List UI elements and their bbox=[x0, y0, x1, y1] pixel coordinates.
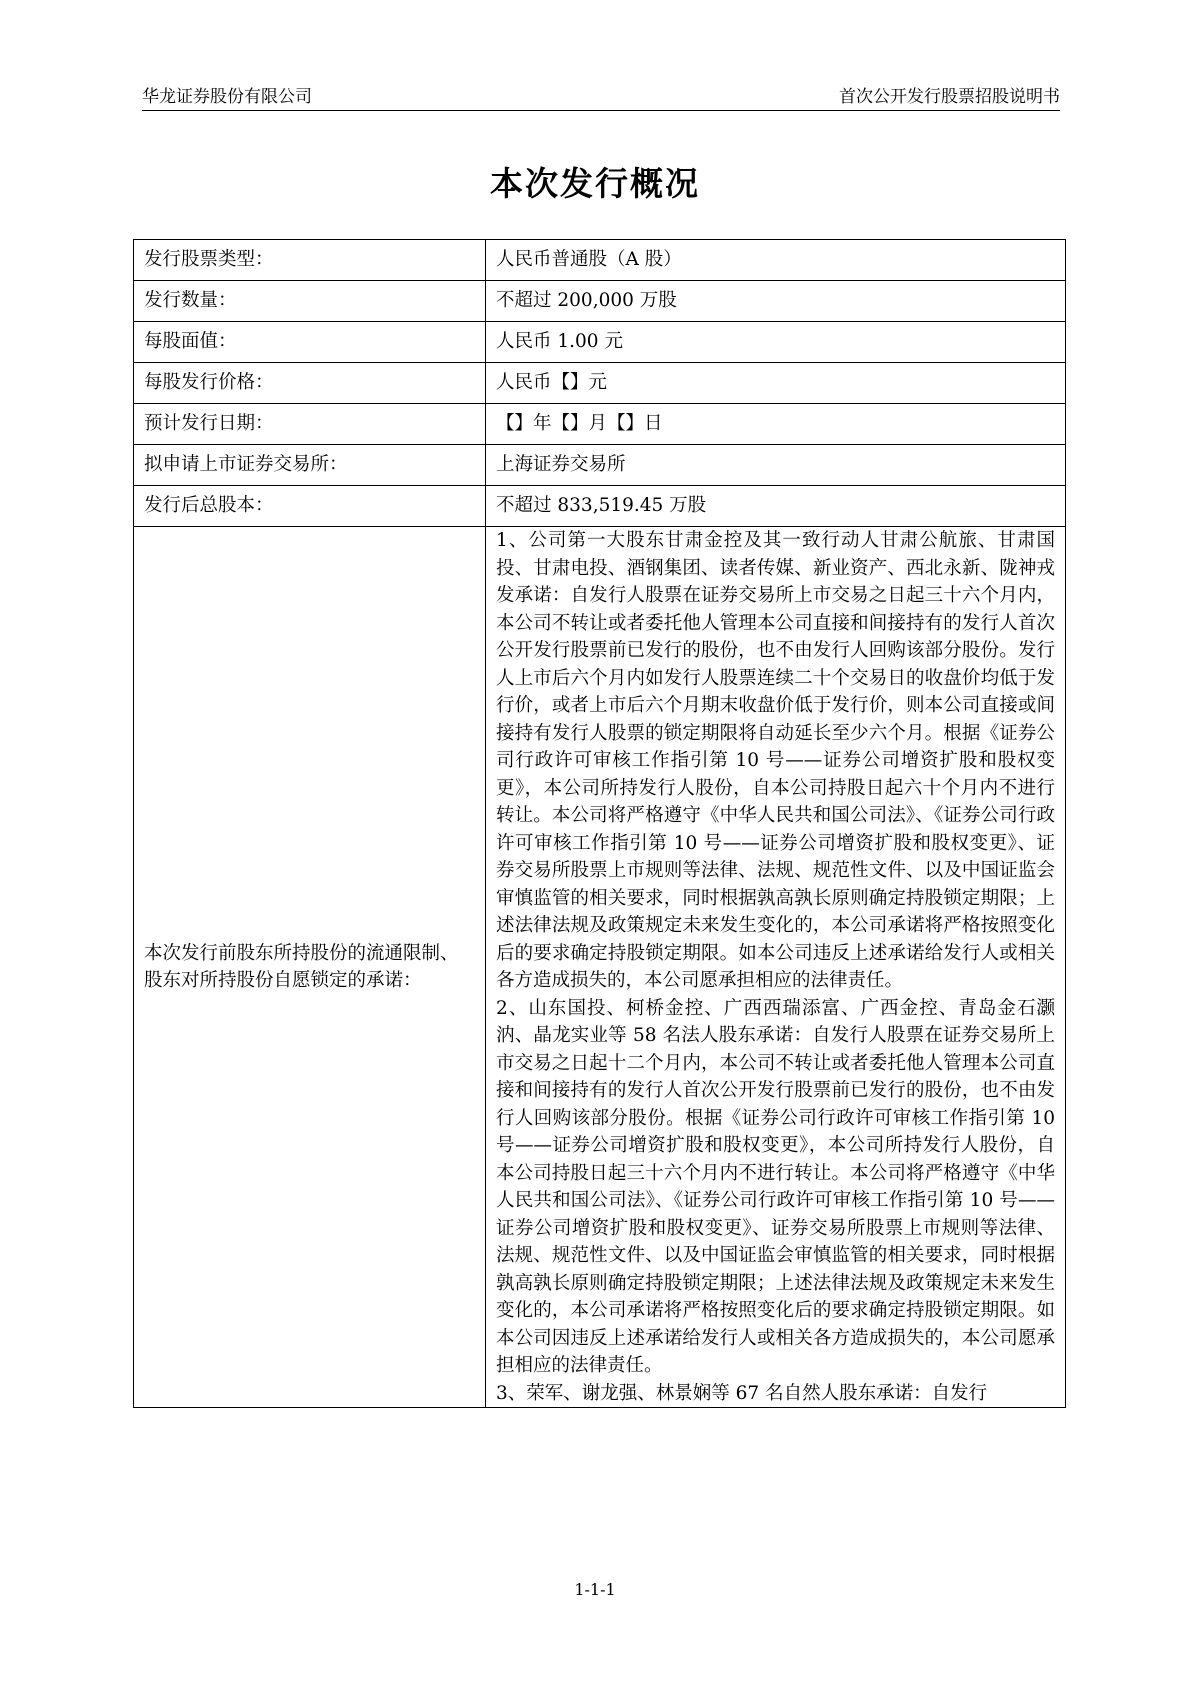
page-header bbox=[142, 84, 1060, 111]
lockup-paragraph: 3、荣军、谢龙强、林景娴等 67 名自然人股东承诺：自发行 bbox=[496, 1382, 988, 1404]
header-company: 华龙证券股份有限公司 bbox=[142, 87, 312, 107]
row-label: 预计发行日期： bbox=[134, 404, 486, 445]
table-row bbox=[134, 486, 1066, 527]
row-value: 人民币【】元 bbox=[486, 363, 1066, 404]
row-value: 不超过 200,000 万股 bbox=[486, 281, 1066, 322]
lockup-paragraph: 2、山东国投、柯桥金控、广西西瑞添富、广西金控、青岛金石灏汭、晶龙实业等 58 名法人股东承诺：自发行人股票在证券交易所上市交易之日起十二个月内，本公司不转让或者委托他人管理本公司直接和间接持有的发行人首次公开发行股票前已发行的股份，也不由发行人回购该部分股份。根据《证券公司行政许可审核工作指引第 10 号——证券公司增资扩股和股权变更》，本公司所持发行人股份，自本公司持股日起三十六个月内不进行转让。本公司将严格遵守《中华人民共和国公司法》、《证券公司行政许可审核工作指引第 10 号——证券公司增资扩股和股权变更》、证券交易所股票上市规则等法律、法规、规范性文件、以及中国证监会审慎监管的相关要求，同时根据孰高孰长原则确定持股锁定期限；上述法律法规及政策规定未来发生变化的，本公司承诺将严格按照变化后的要求确定持股锁定期限。如本公司因违反上述承诺给发行人或相关各方造成损失的，本公司愿承担相应的法律责任。 bbox=[496, 997, 1055, 1376]
row-label: 每股面值： bbox=[134, 322, 486, 363]
page-title: 本次发行概况 bbox=[490, 164, 700, 203]
table-row bbox=[134, 404, 1066, 445]
lockup-row bbox=[134, 527, 1066, 1408]
lockup-paragraph: 1、公司第一大股东甘肃金控及其一致行动人甘肃公航旅、甘肃国投、甘肃电投、酒钢集团、读者传媒、新业资产、西北永新、陇神戎发承诺：自发行人股票在证券交易所上市交易之日起三十六个月内，本公司不转让或者委托他人管理本公司直接和间接持有的发行人首次公开发行股票前已发行的股份，也不由发行人回购该部分股份。发行人上市后六个月内如发行人股票连续二十个交易日的收盘价均低于发行价，或者上市后六个月期末收盘价低于发行价，则本公司直接或间接持有发行人股票的锁定期限将自动延长至少六个月。根据《证券公司行政许可审核工作指引第 10 号——证券公司增资扩股和股权变更》，本公司所持发行人股份，自本公司持股日起六十个月内不进行转让。本公司将严格遵守《中华人民共和国公司法》、《证券公司行政许可审核工作指引第 10 号——证券公司增资扩股和股权变更》、证券交易所股票上市规则等法律、法规、规范性文件、以及中国证监会审慎监管的相关要求，同时根据孰高孰长原则确定持股锁定期限；上述法律法规及政策规定未来发生变化的，本公司承诺将严格按照变化后的要求确定持股锁定期限。如本公司违反上述承诺给发行人或相关各方造成损失的，本公司愿承担相应的法律责任。 bbox=[496, 530, 1055, 991]
table-row bbox=[134, 322, 1066, 363]
lockup-commitments bbox=[486, 527, 1066, 1408]
row-value: 上海证券交易所 bbox=[486, 445, 1066, 486]
row-label: 发行后总股本： bbox=[134, 486, 486, 527]
lockup-label: 本次发行前股东所持股份的流通限制、股东对所持股份自愿锁定的承诺： bbox=[134, 527, 486, 1408]
row-value: 人民币 1.00 元 bbox=[486, 322, 1066, 363]
row-label: 每股发行价格： bbox=[134, 363, 486, 404]
row-label: 拟申请上市证券交易所： bbox=[134, 445, 486, 486]
row-label: 发行数量： bbox=[134, 281, 486, 322]
offering-overview-table bbox=[133, 239, 1066, 1408]
row-label: 发行股票类型： bbox=[134, 240, 486, 281]
table-row bbox=[134, 281, 1066, 322]
page-number: 1-1-1 bbox=[574, 1580, 616, 1599]
header-document-title: 首次公开发行股票招股说明书 bbox=[839, 87, 1060, 107]
row-value: 不超过 833,519.45 万股 bbox=[486, 486, 1066, 527]
row-value: 【】年【】月【】日 bbox=[486, 404, 1066, 445]
table-row bbox=[134, 363, 1066, 404]
row-value: 人民币普通股（A 股） bbox=[486, 240, 1066, 281]
table-row bbox=[134, 445, 1066, 486]
table-row bbox=[134, 240, 1066, 281]
